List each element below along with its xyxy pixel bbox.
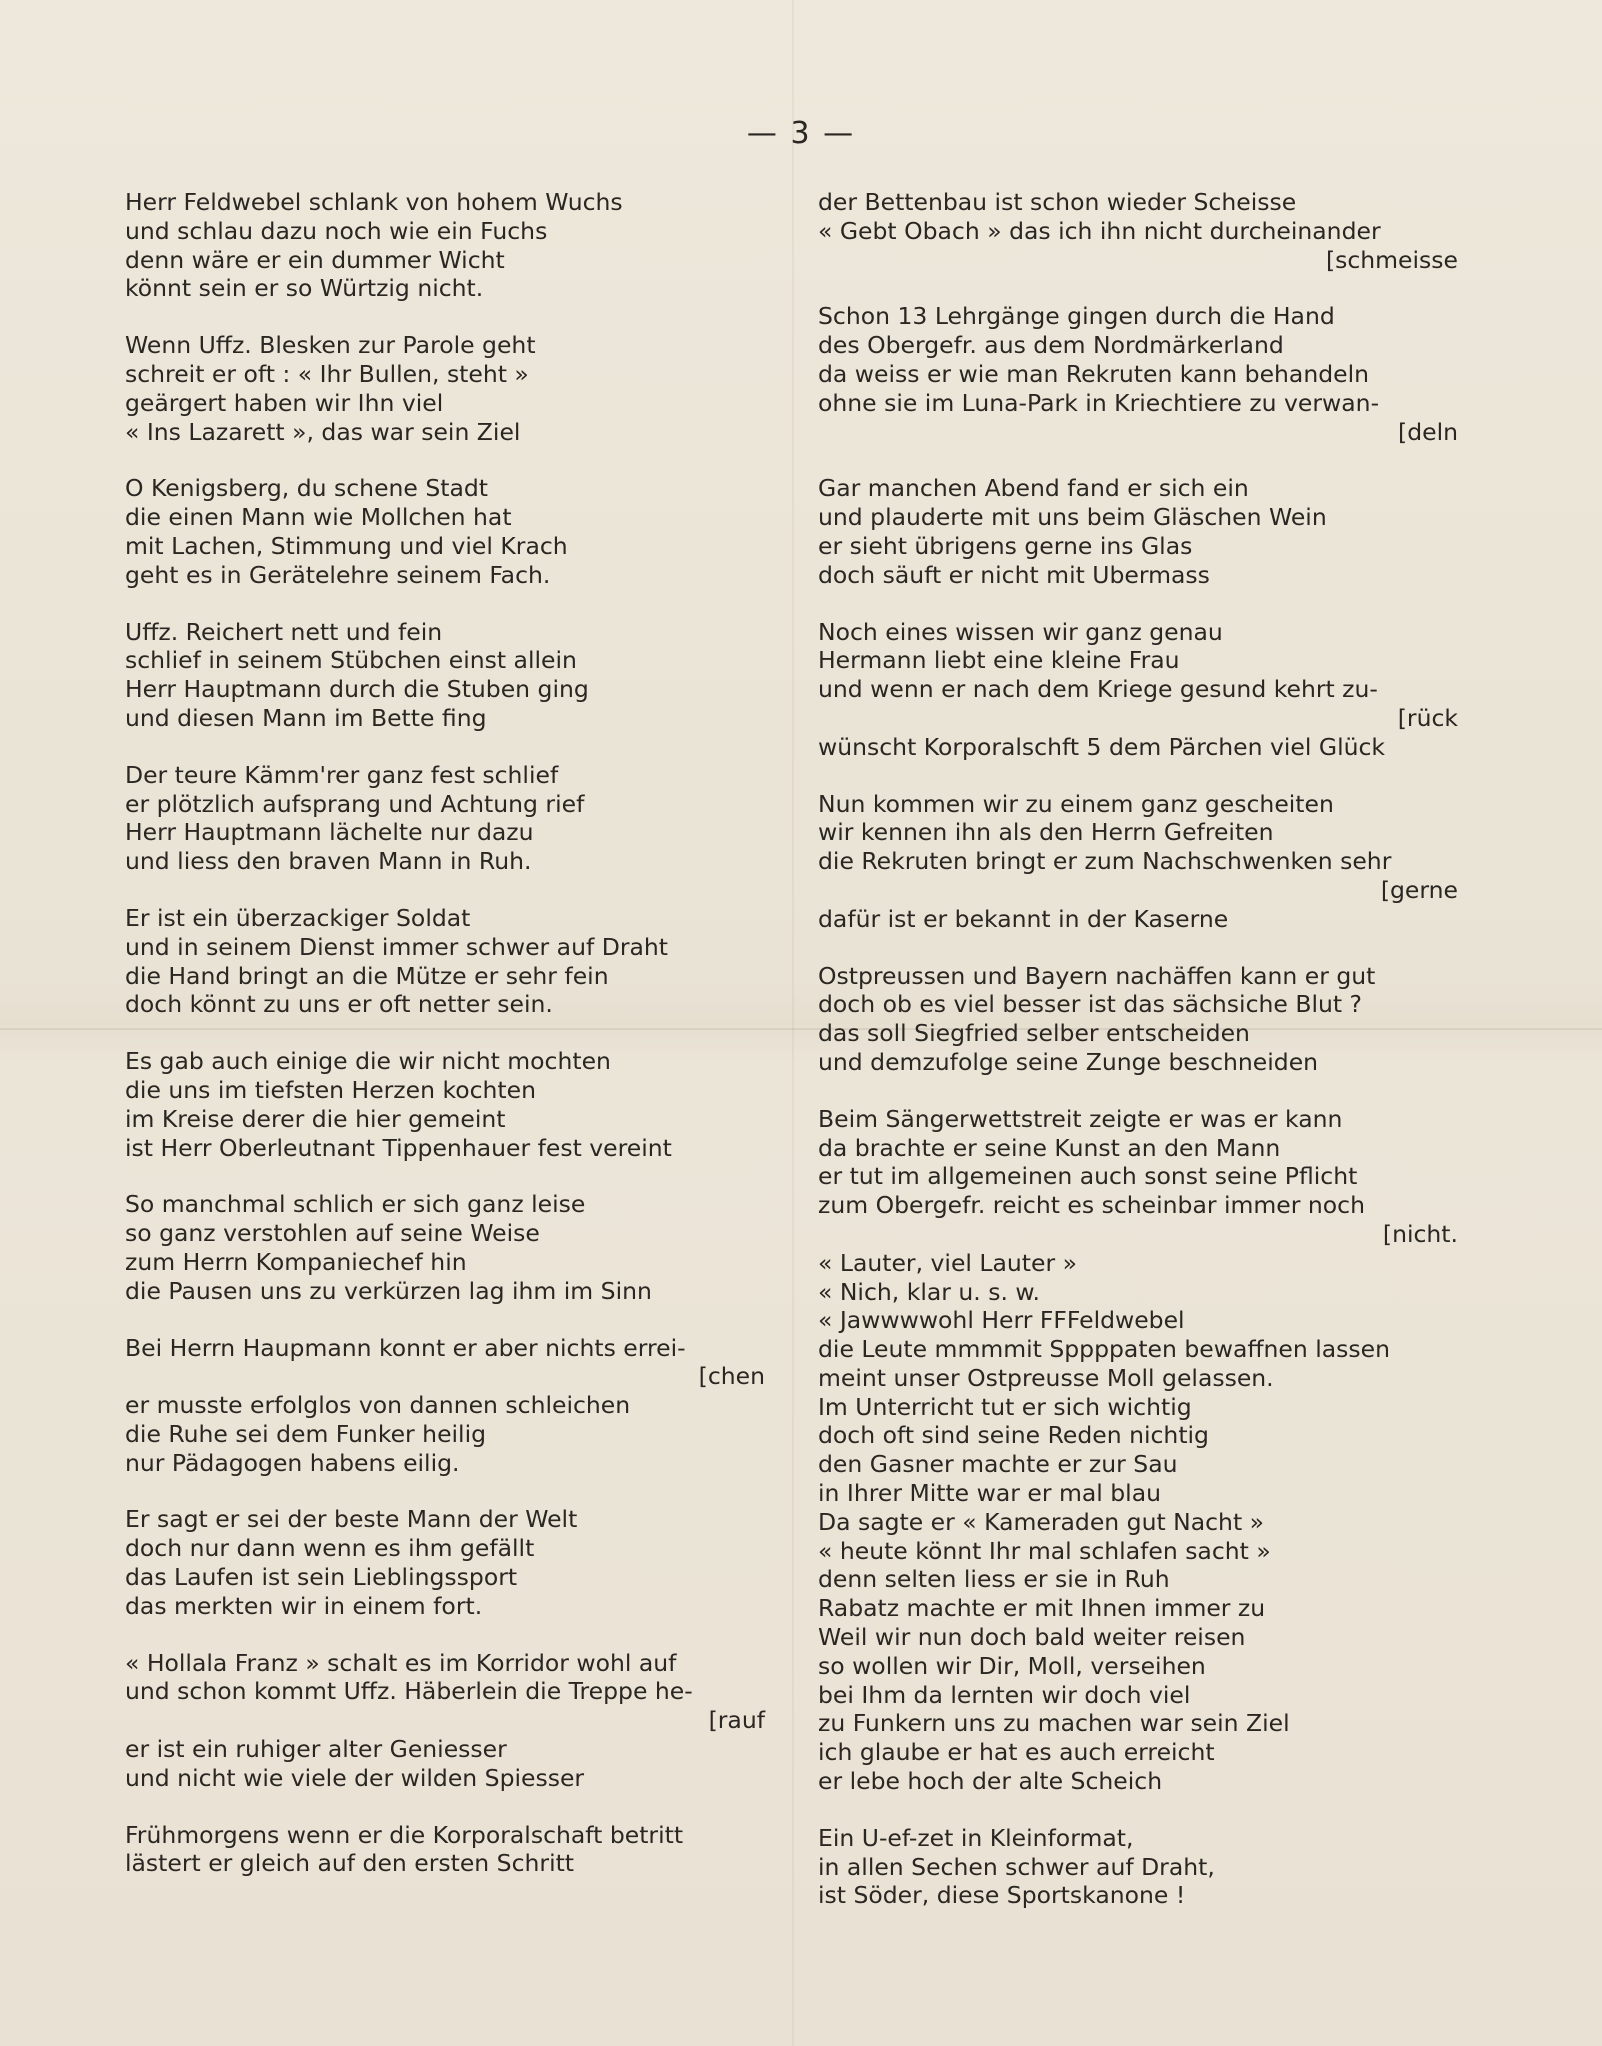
verse-line: und liess den braven Mann in Ruh.: [125, 847, 532, 876]
verse-line: Er ist ein überzackiger Soldat: [125, 903, 471, 932]
stanza: [818, 1105, 1458, 1796]
verse-line: und in seinem Dienst immer schwer auf Draht: [125, 932, 668, 961]
verse-line: « Gebt Obach » das ich ihn nicht durcheinander: [818, 216, 1381, 245]
verse-line: er sieht übrigens gerne ins Glas: [818, 531, 1193, 560]
verse-line-continuation: [deln: [1398, 417, 1458, 446]
stanza: [125, 904, 765, 1019]
verse-line: Herr Hauptmann lächelte nur dazu: [125, 818, 534, 847]
stanza: [125, 761, 765, 876]
stanza: [818, 474, 1458, 589]
stanza: [818, 790, 1458, 934]
verse-line: Ostpreussen und Bayern nachäffen kann er gut: [818, 961, 1376, 990]
verse-line: die Hand bringt an die Mütze er sehr fein: [125, 961, 609, 990]
page-number: — 3 —: [746, 116, 856, 151]
verse-line: denn selten liess er sie in Ruh: [818, 1565, 1170, 1594]
verse-line: die Ruhe sei dem Funker heilig: [125, 1419, 487, 1448]
stanza: [125, 1190, 765, 1305]
verse-line: doch oft sind seine Reden nichtig: [818, 1421, 1209, 1450]
verse-line: ist Söder, diese Sportskanone !: [818, 1881, 1186, 1910]
verse-line: im Kreise derer die hier gemeint: [125, 1104, 506, 1133]
verse-line: Es gab auch einige die wir nicht mochten: [125, 1047, 611, 1076]
verse-line: zum Obergefr. reicht es scheinbar immer noch: [818, 1191, 1365, 1220]
verse-line: er plötzlich aufsprang und Achtung rief: [125, 789, 585, 818]
verse-line: doch nur dann wenn es ihm gefällt: [125, 1534, 535, 1563]
verse-line: da brachte er seine Kunst an den Mann: [818, 1133, 1281, 1162]
verse-line: So manchmal schlich er sich ganz leise: [125, 1190, 586, 1219]
stanza: [125, 474, 765, 589]
stanza: [818, 188, 1458, 274]
verse-line: Herr Feldwebel schlank von hohem Wuchs: [125, 188, 623, 216]
stanza: [125, 1505, 765, 1620]
verse-line: wir kennen ihn als den Herrn Gefreiten: [818, 818, 1274, 847]
verse-line: nur Pädagogen habens eilig.: [125, 1448, 460, 1477]
verse-line: Hermann liebt eine kleine Frau: [818, 646, 1180, 675]
verse-line: und schon kommt Uffz. Häberlein die Treppe he-: [125, 1677, 693, 1706]
verse-line: schlief in seinem Stübchen einst allein: [125, 646, 577, 675]
vertical-fold-crease: [792, 0, 794, 2046]
verse-line-continuation: [gerne: [1380, 875, 1458, 904]
verse-line: und demzufolge seine Zunge beschneiden: [818, 1047, 1319, 1076]
verse-line: die Pausen uns zu verkürzen lag ihm im Sinn: [125, 1276, 652, 1305]
verse-line: Der teure Kämm'rer ganz fest schlief: [125, 760, 559, 789]
verse-line: in allen Sechen schwer auf Draht,: [818, 1852, 1215, 1881]
verse-line: schreit er oft : « Ihr Bullen, steht »: [125, 359, 529, 388]
verse-line: des Obergefr. aus dem Nordmärkerland: [818, 331, 1284, 360]
verse-line: dafür ist er bekannt in der Kaserne: [818, 904, 1229, 933]
verse-line: Schon 13 Lehrgänge gingen durch die Hand: [818, 302, 1335, 331]
stanza: [818, 302, 1458, 446]
verse-line-continuation: [chen: [698, 1362, 765, 1391]
verse-line: Bei Herrn Haupmann konnt er aber nichts errei-: [125, 1333, 686, 1362]
verse-line: Er sagt er sei der beste Mann der Welt: [125, 1505, 578, 1534]
verse-line: ist Herr Oberleutnant Tippenhauer fest vereint: [125, 1133, 672, 1162]
verse-line: er ist ein ruhiger alter Geniesser: [125, 1735, 507, 1764]
verse-line-continuation: [nicht.: [1382, 1219, 1458, 1248]
verse-line: die Rekruten bringt er zum Nachschwenken sehr: [818, 847, 1392, 876]
verse-line: doch ob es viel besser ist das sächsiche Blut ?: [818, 990, 1363, 1019]
verse-line: er lebe hoch der alte Scheich: [818, 1767, 1163, 1796]
verse-line: mit Lachen, Stimmung und viel Krach: [125, 531, 568, 560]
verse-line: Beim Sängerwettstreit zeigte er was er kann: [818, 1104, 1343, 1133]
verse-line: « Lauter, viel Lauter »: [818, 1248, 1077, 1277]
stanza: [818, 618, 1458, 762]
verse-line: der Bettenbau ist schon wieder Scheisse: [818, 188, 1297, 216]
verse-line: und wenn er nach dem Kriege gesund kehrt zu-: [818, 675, 1378, 704]
verse-line-continuation: [rauf: [708, 1706, 765, 1735]
stanza: [125, 1649, 765, 1793]
verse-line: Noch eines wissen wir ganz genau: [818, 617, 1223, 646]
verse-line: Wenn Uffz. Blesken zur Parole geht: [125, 331, 536, 360]
stanza: [818, 962, 1458, 1077]
verse-line: das soll Siegfried selber entscheiden: [818, 1019, 1250, 1048]
verse-line: Weil wir nun doch bald weiter reisen: [818, 1623, 1246, 1652]
verse-line: den Gasner machte er zur Sau: [818, 1450, 1178, 1479]
verse-line: Da sagte er « Kameraden gut Nacht »: [818, 1507, 1265, 1536]
verse-line: könnt sein er so Würtzig nicht.: [125, 274, 484, 303]
verse-line: O Kenigsberg, du schene Stadt: [125, 474, 489, 503]
verse-line: er tut im allgemeinen auch sonst seine Pflicht: [818, 1162, 1358, 1191]
left-column: [125, 188, 765, 1906]
verse-line: « Hollala Franz » schalt es im Korridor wohl auf: [125, 1648, 677, 1677]
verse-line: geht es in Gerätelehre seinem Fach.: [125, 560, 551, 589]
stanza: [125, 1047, 765, 1162]
verse-line: und schlau dazu noch wie ein Fuchs: [125, 216, 548, 245]
verse-line-continuation: [schmeisse: [1325, 245, 1458, 274]
verse-line: ohne sie im Luna-Park in Kriechtiere zu verwan-: [818, 388, 1380, 417]
verse-line: « Jawwwwohl Herr FFFeldwebel: [818, 1306, 1185, 1335]
verse-line: meint unser Ostpreusse Moll gelassen.: [818, 1363, 1274, 1392]
stanza: [125, 188, 765, 303]
verse-line: das Laufen ist sein Lieblingssport: [125, 1563, 518, 1592]
verse-line: die Leute mmmmit Sppppaten bewaffnen lassen: [818, 1335, 1391, 1364]
verse-line: Ein U-ef-zet in Kleinformat,: [818, 1823, 1134, 1852]
stanza: [125, 618, 765, 733]
stanza: [125, 1334, 765, 1478]
verse-line: denn wäre er ein dummer Wicht: [125, 245, 505, 274]
verse-line: in Ihrer Mitte war er mal blau: [818, 1479, 1161, 1508]
verse-line: die einen Mann wie Mollchen hat: [125, 503, 512, 532]
verse-line: Gar manchen Abend fand er sich ein: [818, 474, 1249, 503]
verse-line: so ganz verstohlen auf seine Weise: [125, 1219, 540, 1248]
verse-line: « Ins Lazarett », das war sein Ziel: [125, 417, 521, 446]
verse-line: und plauderte mit uns beim Gläschen Wein: [818, 503, 1327, 532]
verse-line: bei Ihm da lernten wir doch viel: [818, 1680, 1191, 1709]
verse-line: ich glaube er hat es auch erreicht: [818, 1738, 1215, 1767]
verse-line: und nicht wie viele der wilden Spiesser: [125, 1763, 585, 1792]
verse-line: « heute könnt Ihr mal schlafen sacht »: [818, 1536, 1271, 1565]
verse-line: und diesen Mann im Bette fing: [125, 703, 487, 732]
verse-line: zum Herrn Kompaniechef hin: [125, 1247, 467, 1276]
verse-line-continuation: [rück: [1397, 703, 1458, 732]
verse-line: Herr Hauptmann durch die Stuben ging: [125, 675, 589, 704]
verse-line: « Nich, klar u. s. w.: [818, 1277, 1040, 1306]
verse-line: da weiss er wie man Rekruten kann behandeln: [818, 359, 1370, 388]
verse-line: Nun kommen wir zu einem ganz gescheiten: [818, 789, 1334, 818]
verse-line: Uffz. Reichert nett und fein: [125, 617, 443, 646]
verse-line: lästert er gleich auf den ersten Schritt: [125, 1849, 575, 1878]
verse-line: so wollen wir Dir, Moll, verseihen: [818, 1651, 1206, 1680]
stanza: [125, 331, 765, 446]
verse-line: Rabatz machte er mit Ihnen immer zu: [818, 1594, 1266, 1623]
right-column: [818, 188, 1458, 1938]
verse-line: er musste erfolglos von dannen schleichen: [125, 1391, 631, 1420]
verse-line: zu Funkern uns zu machen war sein Ziel: [818, 1709, 1290, 1738]
verse-line: die uns im tiefsten Herzen kochten: [125, 1075, 536, 1104]
verse-line: geärgert haben wir Ihn viel: [125, 388, 444, 417]
verse-line: doch säuft er nicht mit Ubermass: [818, 560, 1210, 589]
verse-line: Im Unterricht tut er sich wichtig: [818, 1392, 1192, 1421]
verse-line: Frühmorgens wenn er die Korporalschaft betritt: [125, 1820, 684, 1849]
stanza: [818, 1824, 1458, 1910]
stanza: [125, 1821, 765, 1879]
verse-line: das merkten wir in einem fort.: [125, 1591, 483, 1620]
verse-line: wünscht Korporalschft 5 dem Pärchen viel Glück: [818, 732, 1386, 761]
verse-line: doch könnt zu uns er oft netter sein.: [125, 990, 553, 1019]
